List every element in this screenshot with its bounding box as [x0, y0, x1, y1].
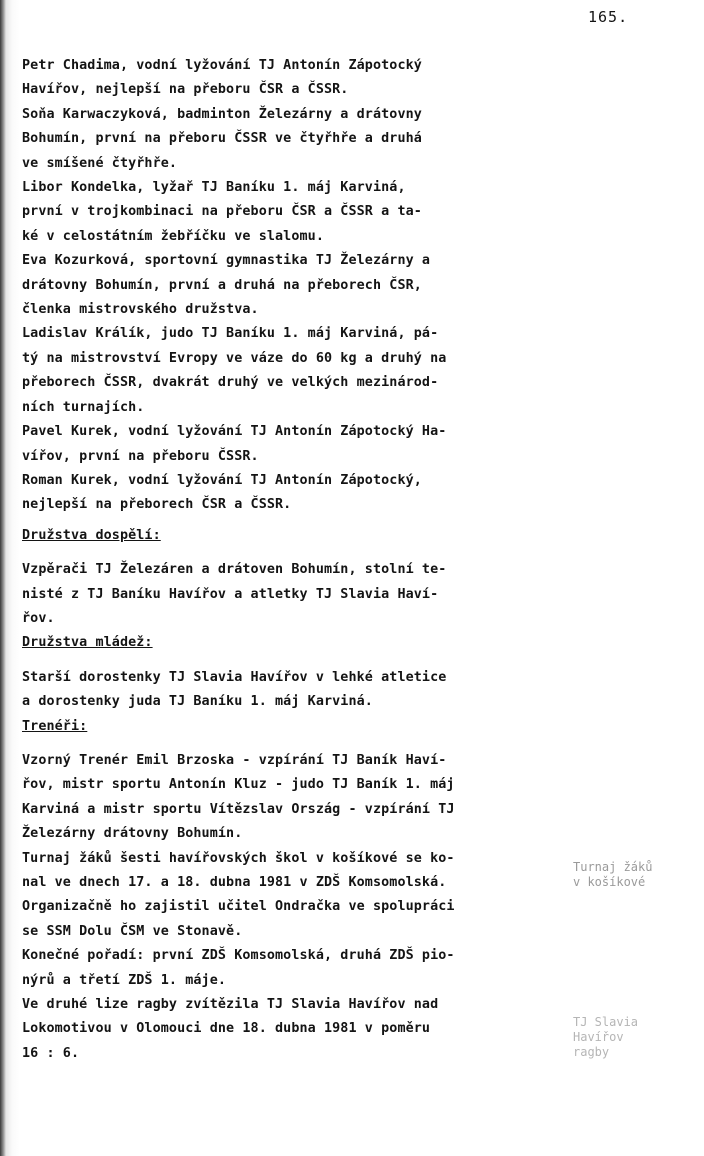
basketball-tournament-text: [22, 847, 570, 945]
text-line: Lokomotivou v Olomouci dne 18. dubna 1981 v poměru: [22, 1021, 431, 1037]
text-line: Ve druhé lize ragby zvítězila TJ Slavia Havířov nad: [22, 997, 439, 1013]
athlete-entry: [22, 420, 570, 469]
text-line: Roman Kurek, vodní lyžování TJ Antonín Zápotocký,: [22, 472, 422, 488]
text-line: tý na mistrovství Evropy ve váze do 60 kg a druhý na: [22, 350, 447, 366]
text-line: Bohumín, první na přeboru ČSSR ve čtyřhře a druhá: [22, 131, 422, 147]
text-line: se SSM Dolu ČSM ve Stonavě.: [22, 923, 243, 939]
text-line: Turnaj žáků šesti havířovských škol v košíkové se ko-: [22, 850, 455, 866]
text-line: Vzorný Trenér Emil Brzoska - vzpírání TJ Baník Haví-: [22, 752, 447, 768]
text-line: ve smíšené čtyřhře.: [22, 155, 178, 171]
text-line: Vzpěrači TJ Železáren a drátoven Bohumín, stolní te-: [22, 562, 447, 578]
text-line: Pavel Kurek, vodní lyžování TJ Antonín Zápotocký Ha-: [22, 424, 447, 440]
page-number: 165.: [588, 8, 629, 26]
athlete-entry: [22, 469, 570, 518]
coaches-text: [22, 749, 570, 847]
adult-teams-text: [22, 558, 570, 631]
text-line: řov.: [22, 610, 55, 626]
text-line: Havířov: [573, 1030, 624, 1044]
text-line: ragby: [573, 1045, 610, 1059]
document-body: [22, 54, 570, 1066]
text-line: drátovny Bohumín, první a druhá na přeborech ČSR,: [22, 277, 422, 293]
text-line: v košíkové: [573, 875, 646, 889]
text-line: 16 : 6.: [22, 1045, 80, 1061]
heading-coaches: Trenéři:: [22, 718, 88, 734]
athlete-entry: [22, 54, 570, 103]
text-line: Karviná a mistr sportu Vítězslav Ország - vzpírání TJ: [22, 801, 455, 817]
text-line: Petr Chadima, vodní lyžování TJ Antonín Zápotocký: [22, 58, 422, 73]
text-line: vířov, první na přeboru ČSSR.: [22, 448, 259, 464]
margin-note-rugby: [573, 1015, 699, 1060]
athletes-list: [22, 54, 570, 518]
text-line: Turnaj žáků: [573, 860, 653, 874]
text-line: přeborech ČSSR, dvakrát druhý ve velkých mezinárod-: [22, 375, 439, 391]
text-line: nisté z TJ Baníku Havířov a atletky TJ Slavia Haví-: [22, 586, 439, 602]
text-line: nal ve dnech 17. a 18. dubna 1981 v ZDŠ Komsomolská.: [22, 875, 447, 890]
text-line: Libor Kondelka, lyžař TJ Baníku 1. máj Karviná,: [22, 180, 406, 196]
text-line: Starší dorostenky TJ Slavia Havířov v lehké atletice: [22, 669, 447, 685]
text-line: Železárny drátovny Bohumín.: [22, 826, 243, 842]
heading-adult-teams: Družstva dospělí:: [22, 527, 161, 543]
text-line: ních turnajích.: [22, 399, 145, 415]
text-line: Havířov, nejlepší na přeboru ČSR a ČSSR.: [22, 82, 349, 98]
text-line: Eva Kozurková, sportovní gymnastika TJ Železárny a: [22, 253, 431, 269]
athlete-entry: [22, 249, 570, 322]
rugby-result-text: [22, 993, 570, 1066]
text-line: Soňa Karwaczyková, badminton Železárny a drátovny: [22, 106, 422, 122]
text-line: a dorostenky juda TJ Baníku 1. máj Karviná.: [22, 694, 373, 710]
athlete-entry: [22, 103, 570, 176]
text-line: členka mistrovského družstva.: [22, 302, 259, 318]
text-line: Konečné pořadí: první ZDŠ Komsomolská, druhá ZDŠ pio-: [22, 948, 455, 964]
athlete-entry: [22, 322, 570, 420]
text-line: řov, mistr sportu Antonín Kluz - judo TJ Baník 1. máj: [22, 777, 455, 793]
tournament-results-text: [22, 944, 570, 993]
text-line: TJ Slavia: [573, 1015, 639, 1029]
text-line: nejlepší na přeborech ČSR a ČSSR.: [22, 497, 292, 513]
youth-teams-text: [22, 666, 570, 715]
text-line: Organizačně ho zajistil učitel Ondračka ve spolupráci: [22, 899, 455, 915]
text-line: ké v celostátním žebříčku ve slalomu.: [22, 228, 324, 244]
heading-youth-teams: Družstva mládež:: [22, 635, 153, 651]
text-line: nýrů a třetí ZDŠ 1. máje.: [22, 972, 227, 988]
athlete-entry: [22, 176, 570, 249]
margin-note-basketball: [573, 860, 699, 890]
text-line: první v trojkombinaci na přeboru ČSR a ČSSR a ta-: [22, 204, 422, 220]
text-line: Ladislav Králík, judo TJ Baníku 1. máj Karviná, pá-: [22, 326, 439, 342]
